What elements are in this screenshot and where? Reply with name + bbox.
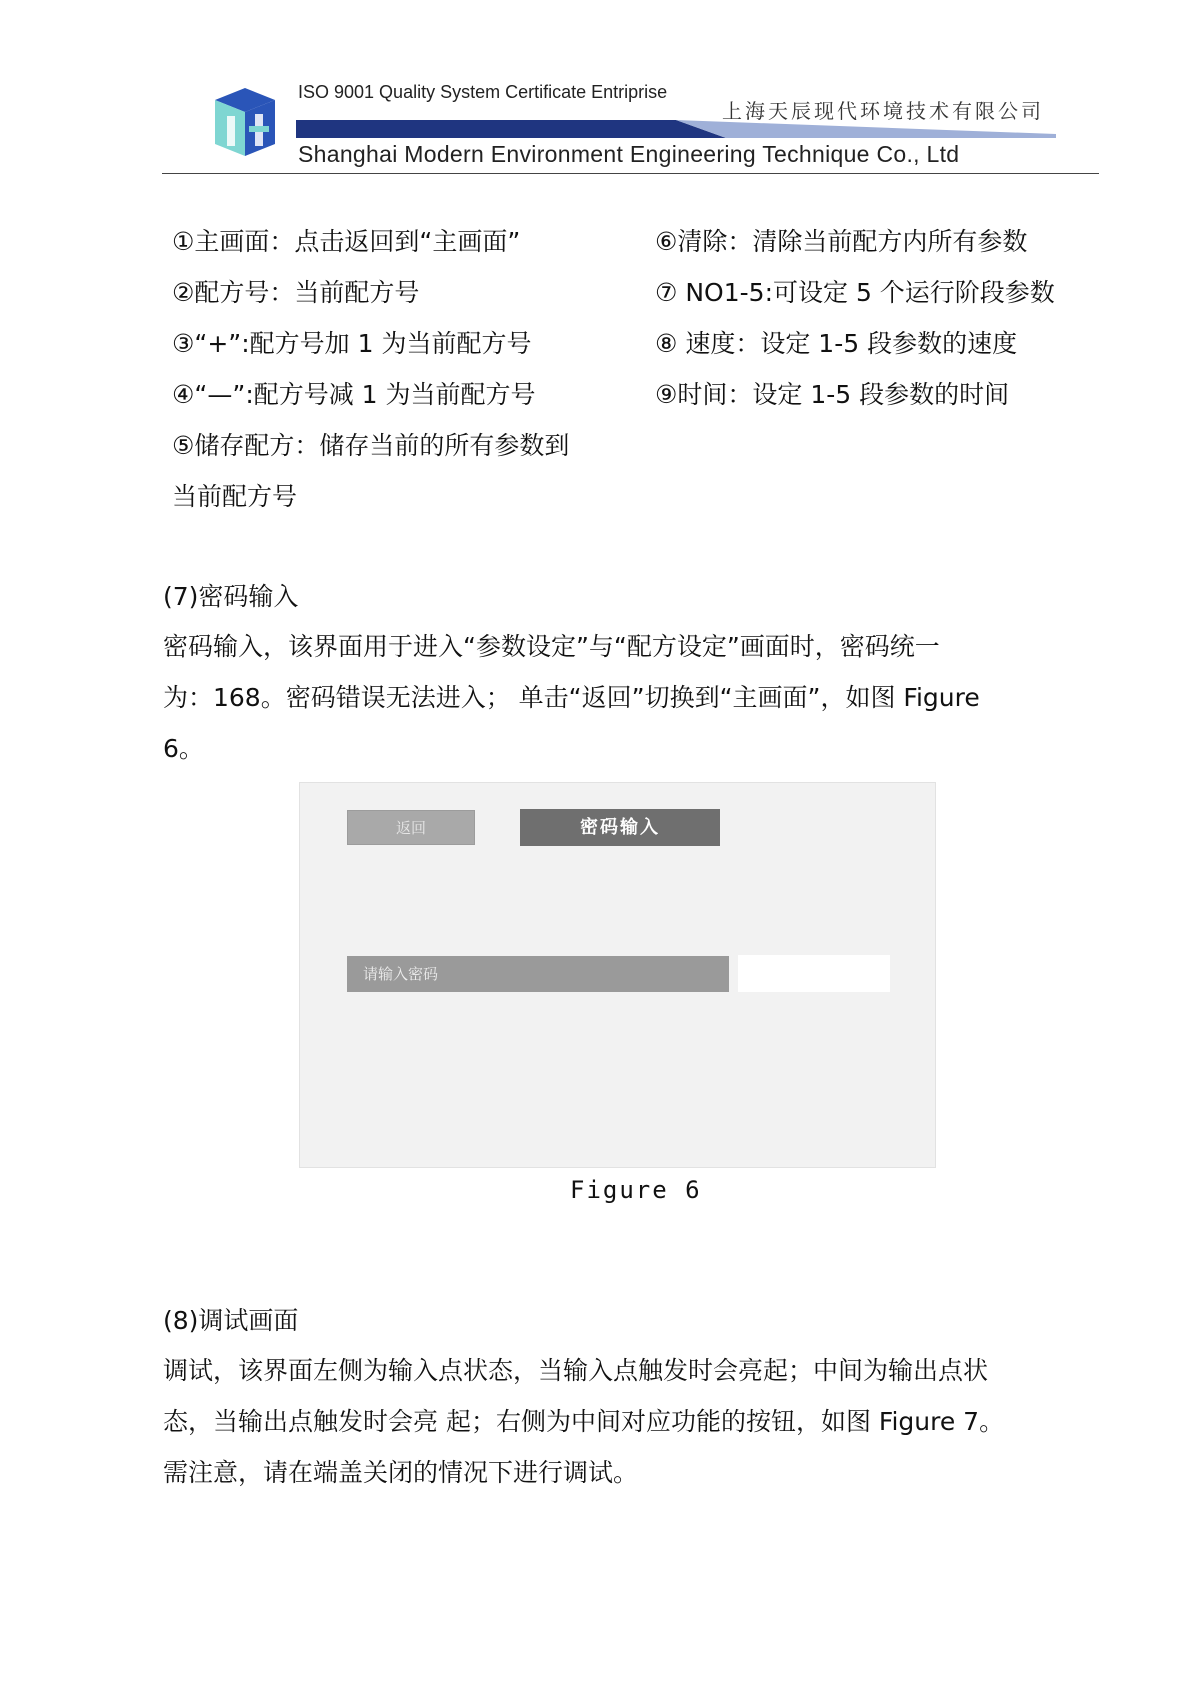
legend-item-recipe-number: ②配方号：当前配方号 [172, 278, 420, 307]
legend-item-clear: ⑥清除：清除当前配方内所有参数 [655, 227, 1028, 256]
password-input[interactable] [738, 955, 890, 992]
header-bar-graphic [296, 116, 1056, 138]
legend-item-save-recipe-cont: 当前配方号 [172, 482, 298, 511]
legend-item-save-recipe: ⑤储存配方：储存当前的所有参数到 [172, 431, 570, 460]
figure-password-screen [299, 782, 936, 1168]
legend-item-minus: ④“—”:配方号减 1 为当前配方号 [172, 380, 536, 409]
legend-item-stages: ⑦ NO1-5:可设定 5 个运行阶段参数 [655, 278, 1055, 307]
iso-certificate-text: ISO 9001 Quality System Certificate Entriprise [298, 82, 668, 102]
legend-item-plus: ③“+”:配方号加 1 为当前配方号 [172, 329, 532, 358]
section-heading-password: (7)密码输入 [163, 582, 299, 611]
section-heading-debug: (8)调试画面 [163, 1306, 299, 1335]
company-logo-icon [205, 86, 283, 158]
company-name-cn: 上海天辰现代环境技术有限公司 [722, 99, 1044, 123]
header-divider [162, 173, 1099, 174]
paragraph-line: 态，当输出点触发时会亮 起；右侧为中间对应功能的按钮，如图 Figure 7。 [163, 1407, 1005, 1436]
back-button[interactable]: 返回 [347, 810, 475, 845]
legend-item-speed: ⑧ 速度：设定 1-5 段参数的速度 [655, 329, 1018, 358]
company-name-en: Shanghai Modern Environment Engineering Technique Co., Ltd [298, 141, 960, 167]
figure-caption: Figure 6 [570, 1176, 702, 1204]
paragraph-line: 调试，该界面左侧为输入点状态，当输入点触发时会亮起；中间为输出点状 [163, 1356, 989, 1385]
paragraph-line: 需注意，请在端盖关闭的情况下进行调试。 [163, 1458, 639, 1487]
paragraph-line: 6。 [163, 734, 204, 763]
paragraph-line: 为：168。密码错误无法进入； 单击“返回”切换到“主画面”，如图 Figure [163, 683, 980, 712]
legend-item-time: ⑨时间：设定 1-5 段参数的时间 [655, 380, 1010, 409]
screen-title: 密码输入 [520, 809, 720, 846]
paragraph-line: 密码输入，该界面用于进入“参数设定”与“配方设定”画面时，密码统一 [163, 632, 940, 661]
legend-item-main-screen: ①主画面：点击返回到“主画面” [172, 227, 521, 256]
password-label: 请输入密码 [347, 956, 729, 992]
